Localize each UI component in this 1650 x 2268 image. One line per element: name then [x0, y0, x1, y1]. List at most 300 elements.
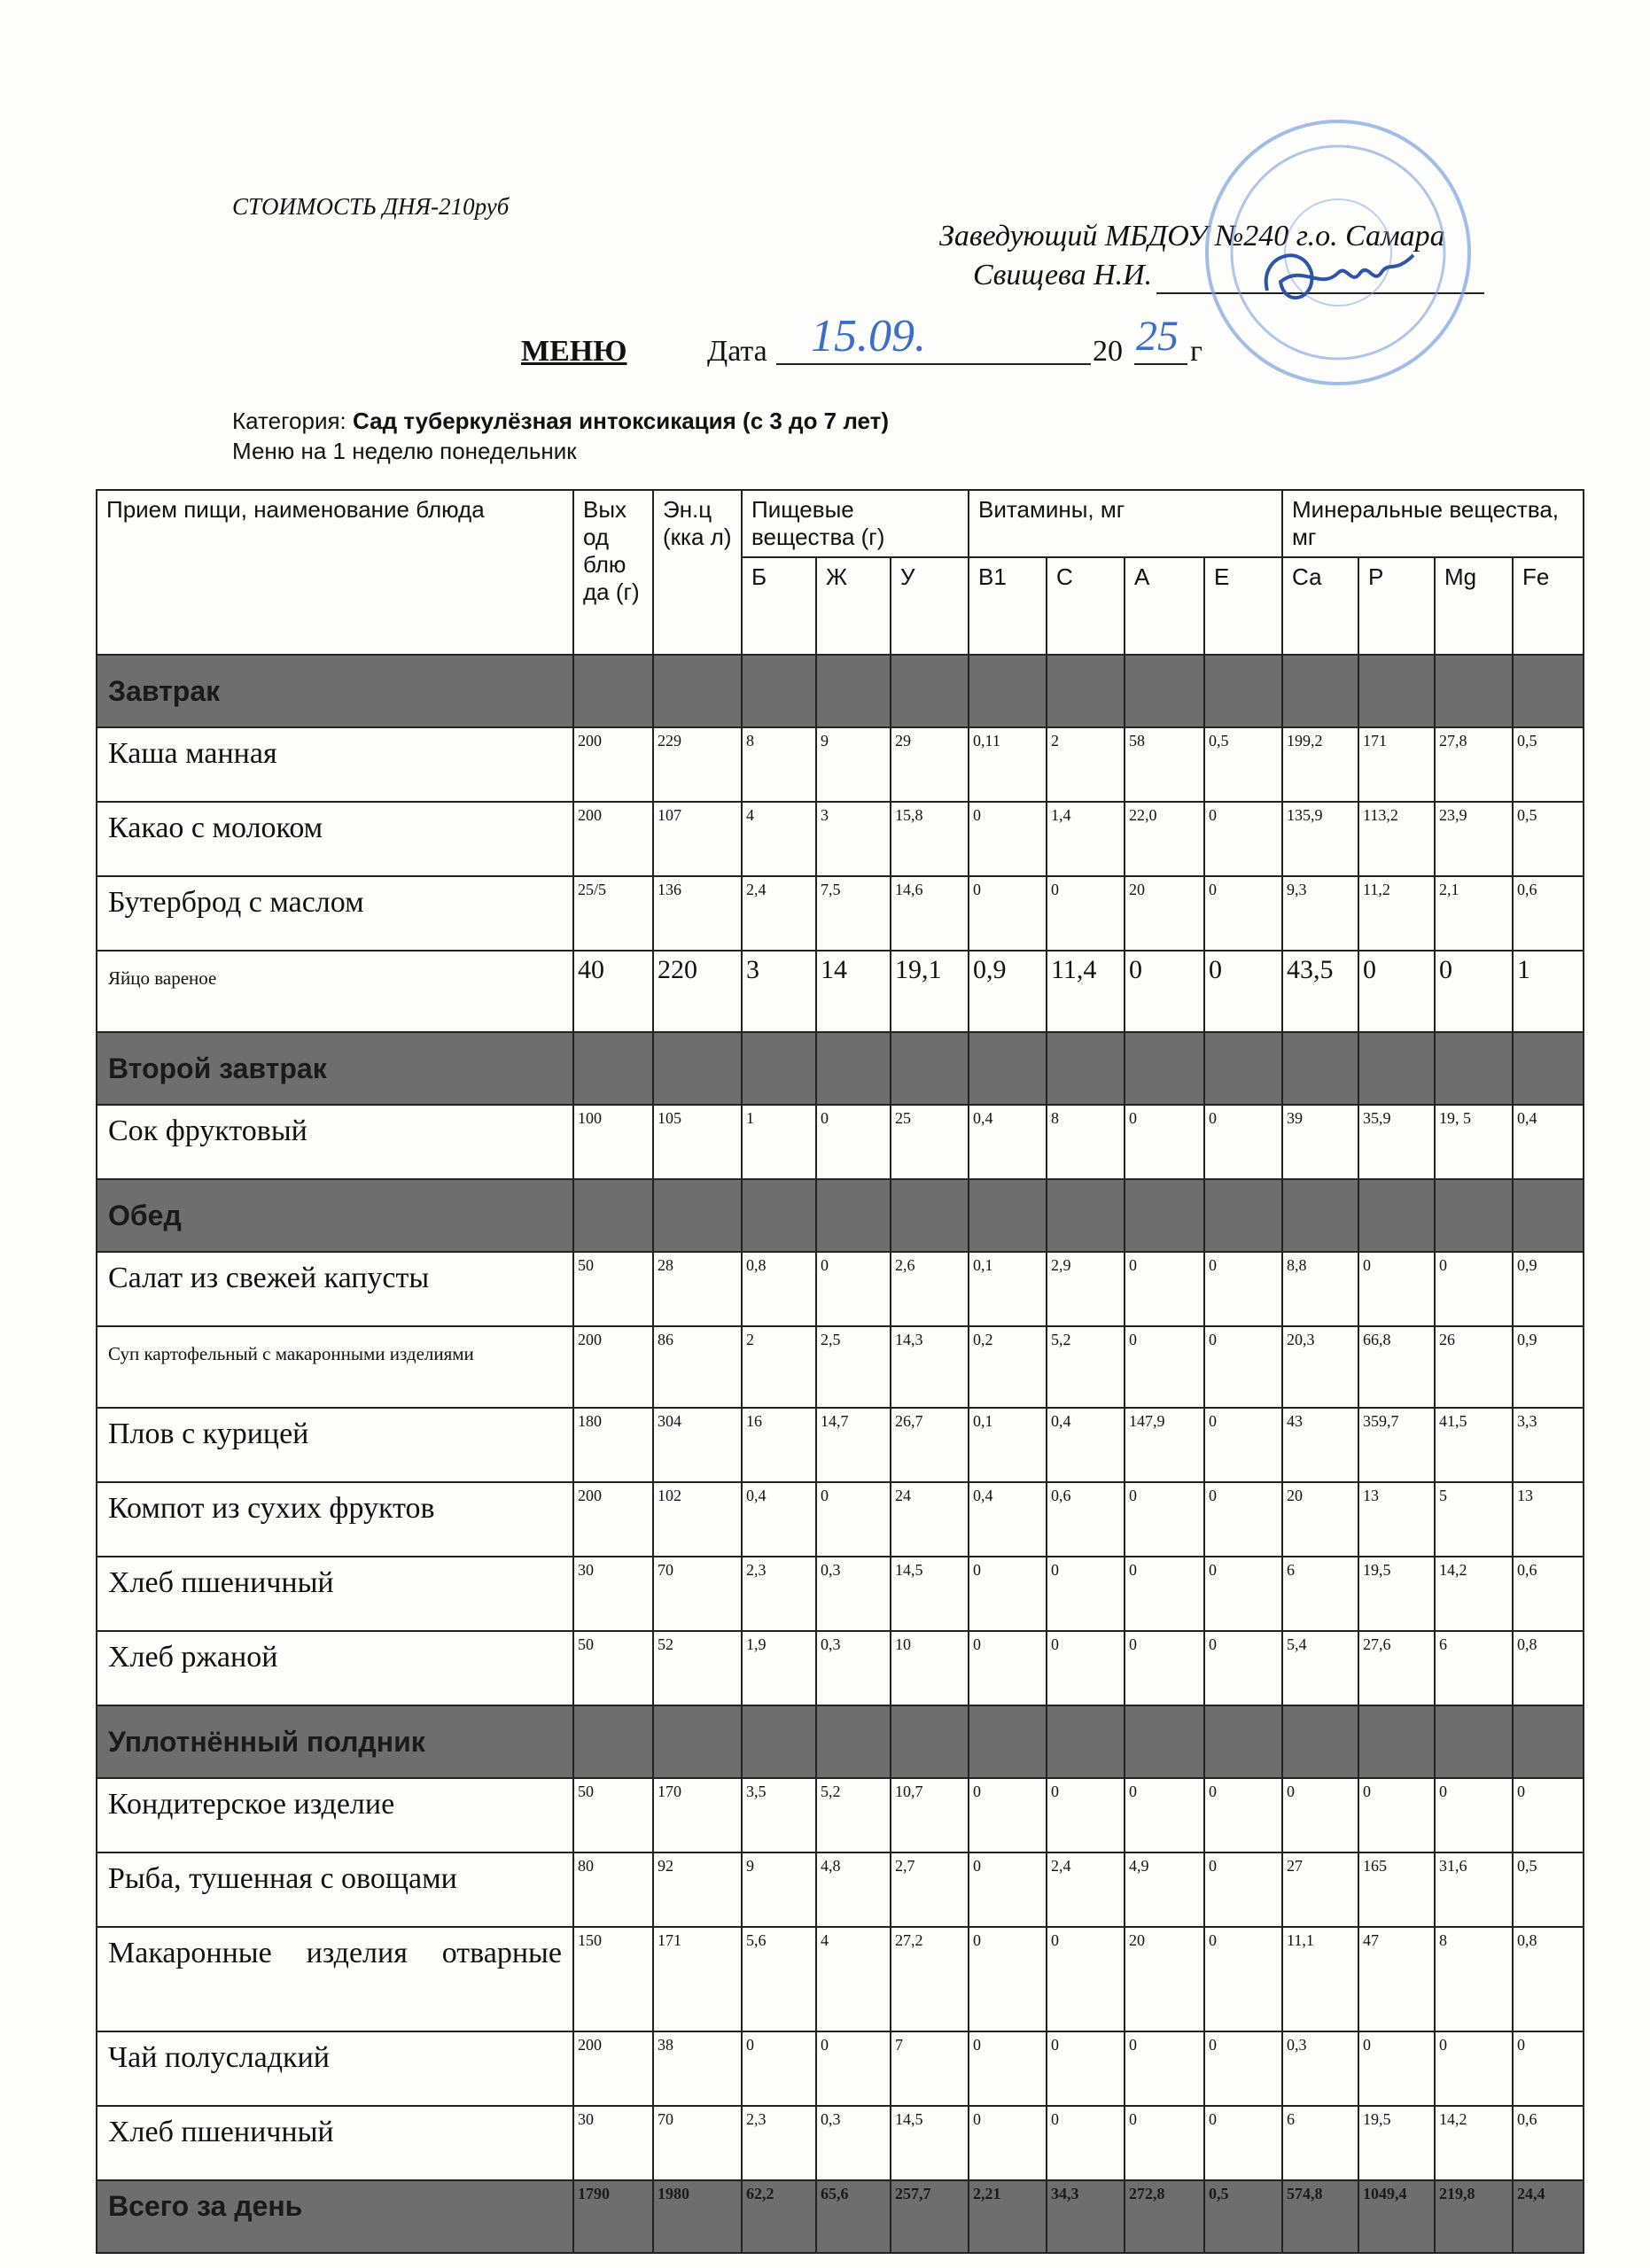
value-cell: 171 [653, 1927, 742, 2031]
section-empty-cell [1125, 655, 1204, 727]
section-title: Обед [97, 1179, 573, 1252]
value-cell: 27,2 [891, 1927, 969, 2031]
section-empty-cell [816, 1179, 891, 1252]
section-empty-cell [969, 1032, 1047, 1105]
value-cell: 14 [816, 951, 891, 1032]
dish-name: Чай полусладкий [97, 2031, 573, 2106]
dish-name: Какао с молоком [97, 802, 573, 876]
value-cell: 43 [1282, 1408, 1358, 1482]
subheader-cell: Б [742, 557, 816, 655]
section-empty-cell [1125, 1179, 1204, 1252]
subheader-cell: С [1047, 557, 1125, 655]
value-cell: 170 [653, 1778, 742, 1852]
value-cell: 0 [969, 1557, 1047, 1631]
section-empty-cell [816, 1032, 891, 1105]
value-cell: 0 [969, 1631, 1047, 1705]
value-cell: 5,6 [742, 1927, 816, 2031]
value-cell: 14,2 [1435, 1557, 1513, 1631]
section-title: Уплотнённый полдник [97, 1705, 573, 1778]
value-cell: 19, 5 [1435, 1105, 1513, 1179]
value-cell: 0 [969, 2031, 1047, 2106]
value-cell: 0 [816, 1482, 891, 1557]
section-empty-cell [1435, 1179, 1513, 1252]
value-cell: 10 [891, 1631, 969, 1705]
section-empty-cell [816, 1705, 891, 1778]
section-empty-cell [653, 1179, 742, 1252]
value-cell: 0,3 [1282, 2031, 1358, 2106]
value-cell: 2,6 [891, 1252, 969, 1326]
value-cell: 47 [1358, 1927, 1435, 2031]
value-cell: 0,9 [1513, 1252, 1584, 1326]
dish-name: Компот из сухих фруктов [97, 1482, 573, 1557]
value-cell: 0,1 [969, 1408, 1047, 1482]
section-empty-cell [1435, 655, 1513, 727]
value-cell: 0 [1047, 1778, 1125, 1852]
value-cell: 0,2 [969, 1326, 1047, 1408]
value-cell: 3 [816, 802, 891, 876]
value-cell: 0 [1047, 1557, 1125, 1631]
section-empty-cell [1435, 1032, 1513, 1105]
table-body [97, 655, 1584, 2253]
value-cell: 70 [653, 2106, 742, 2180]
value-cell: 107 [653, 802, 742, 876]
section-empty-cell [1358, 1705, 1435, 1778]
section-empty-cell [1513, 1179, 1584, 1252]
section-empty-cell [1282, 1705, 1358, 1778]
value-cell: 4 [816, 1927, 891, 2031]
section-empty-cell [1513, 1705, 1584, 1778]
value-cell: 0 [1125, 1778, 1204, 1852]
value-cell: 0,6 [1513, 2106, 1584, 2180]
value-cell: 0 [1125, 1482, 1204, 1557]
section-empty-cell [742, 655, 816, 727]
menu-table [96, 489, 1584, 2254]
value-cell: 26,7 [891, 1408, 969, 1482]
header-vitamins: Витамины, мг [969, 490, 1282, 557]
dish-name: Макаронные изделия отварные [97, 1927, 573, 2031]
value-cell: 0,3 [816, 1557, 891, 1631]
category-label: Категория: [232, 408, 346, 434]
year-suffix: г [1190, 335, 1202, 368]
director-title: Заведующий МБДОУ №240 г.о. Самара [939, 220, 1445, 252]
value-cell: 26 [1435, 1326, 1513, 1408]
table-row [97, 2031, 1584, 2106]
value-cell: 0,5 [1204, 727, 1282, 802]
value-cell: 0 [1047, 2031, 1125, 2106]
value-cell: 0 [1204, 1252, 1282, 1326]
section-empty-cell [742, 1032, 816, 1105]
total-value-cell: 24,4 [1513, 2180, 1584, 2253]
section-empty-cell [1125, 1032, 1204, 1105]
section-empty-cell [1513, 1032, 1584, 1105]
value-cell: 35,9 [1358, 1105, 1435, 1179]
section-empty-cell [1358, 1032, 1435, 1105]
dish-name: Бутерброд с маслом [97, 876, 573, 951]
value-cell: 0 [1358, 2031, 1435, 2106]
value-cell: 0,1 [969, 1252, 1047, 1326]
value-cell: 5 [1435, 1482, 1513, 1557]
table-row [97, 802, 1584, 876]
value-cell: 0 [1125, 1252, 1204, 1326]
section-empty-cell [1204, 1705, 1282, 1778]
table-row [97, 1326, 1584, 1408]
value-cell: 0,11 [969, 727, 1047, 802]
value-cell: 0,4 [1047, 1408, 1125, 1482]
date-line [776, 363, 1091, 365]
section-empty-cell [891, 1032, 969, 1105]
value-cell: 0 [1204, 2106, 1282, 2180]
value-cell: 0,4 [969, 1105, 1047, 1179]
total-value-cell: 1790 [573, 2180, 653, 2253]
header-dish: Прием пищи, наименование блюда [97, 490, 573, 655]
year-line [1134, 363, 1187, 365]
dish-name: Суп картофельный с макаронными изделиями [97, 1326, 573, 1408]
signer-name: Свищева Н.И. [973, 259, 1153, 291]
value-cell: 24 [891, 1482, 969, 1557]
date-label: Дата [707, 335, 767, 368]
value-cell: 200 [573, 802, 653, 876]
value-cell: 8 [1047, 1105, 1125, 1179]
value-cell: 0,5 [1513, 802, 1584, 876]
section-empty-cell [1047, 1032, 1125, 1105]
value-cell: 2,9 [1047, 1252, 1125, 1326]
value-cell: 2 [742, 1326, 816, 1408]
section-empty-cell [573, 1179, 653, 1252]
section-empty-cell [653, 1705, 742, 1778]
table-row [97, 1852, 1584, 1927]
value-cell: 22,0 [1125, 802, 1204, 876]
value-cell: 229 [653, 727, 742, 802]
value-cell: 20,3 [1282, 1326, 1358, 1408]
value-cell: 2,3 [742, 1557, 816, 1631]
dish-name: Яйцо вареное [97, 951, 573, 1032]
value-cell: 0 [1435, 2031, 1513, 2106]
dish-name: Салат из свежей капусты [97, 1252, 573, 1326]
value-cell: 31,6 [1435, 1852, 1513, 1927]
value-cell: 66,8 [1358, 1326, 1435, 1408]
value-cell: 113,2 [1358, 802, 1435, 876]
value-cell: 15,8 [891, 802, 969, 876]
value-cell: 2,1 [1435, 876, 1513, 951]
value-cell: 200 [573, 1482, 653, 1557]
value-cell: 0 [742, 2031, 816, 2106]
value-cell: 180 [573, 1408, 653, 1482]
total-value-cell: 2,21 [969, 2180, 1047, 2253]
value-cell: 9,3 [1282, 876, 1358, 951]
category-line [232, 408, 889, 435]
total-value-cell: 574,8 [1282, 2180, 1358, 2253]
table-row [97, 1778, 1584, 1852]
year-prefix: 20 [1093, 335, 1123, 368]
value-cell: 0 [816, 2031, 891, 2106]
table-header-row [97, 490, 1584, 557]
total-row [97, 2180, 1584, 2253]
section-empty-cell [1358, 655, 1435, 727]
header-energy: Эн.ц (кка л) [653, 490, 742, 655]
value-cell: 1,9 [742, 1631, 816, 1705]
subheader-cell: Mg [1435, 557, 1513, 655]
value-cell: 9 [742, 1852, 816, 1927]
value-cell: 0 [1204, 1482, 1282, 1557]
dish-name: Кондитерское изделие [97, 1778, 573, 1852]
subheader-cell: У [891, 557, 969, 655]
section-empty-cell [1204, 1179, 1282, 1252]
table-row [97, 876, 1584, 951]
section-empty-cell [969, 1179, 1047, 1252]
value-cell: 39 [1282, 1105, 1358, 1179]
total-value-cell: 62,2 [742, 2180, 816, 2253]
value-cell: 0 [1513, 1778, 1584, 1852]
value-cell: 0 [1204, 1852, 1282, 1927]
value-cell: 1 [1513, 951, 1584, 1032]
value-cell: 0 [969, 1778, 1047, 1852]
value-cell: 100 [573, 1105, 653, 1179]
value-cell: 11,4 [1047, 951, 1125, 1032]
value-cell: 2 [1047, 727, 1125, 802]
value-cell: 0 [1358, 951, 1435, 1032]
value-cell: 105 [653, 1105, 742, 1179]
table-row [97, 1631, 1584, 1705]
value-cell: 0 [1435, 1252, 1513, 1326]
value-cell: 0,8 [1513, 1927, 1584, 2031]
value-cell: 43,5 [1282, 951, 1358, 1032]
section-title: Второй завтрак [97, 1032, 573, 1105]
value-cell: 0 [1047, 876, 1125, 951]
value-cell: 70 [653, 1557, 742, 1631]
value-cell: 8 [742, 727, 816, 802]
value-cell: 14,7 [816, 1408, 891, 1482]
value-cell: 2,4 [742, 876, 816, 951]
value-cell: 50 [573, 1252, 653, 1326]
subheader-cell: Р [1358, 557, 1435, 655]
value-cell: 8 [1435, 1927, 1513, 2031]
value-cell: 20 [1282, 1482, 1358, 1557]
value-cell: 30 [573, 2106, 653, 2180]
value-cell: 1 [742, 1105, 816, 1179]
value-cell: 0 [1125, 2106, 1204, 2180]
value-cell: 14,2 [1435, 2106, 1513, 2180]
value-cell: 0,6 [1513, 1557, 1584, 1631]
value-cell: 0,6 [1513, 876, 1584, 951]
week-line: Меню на 1 неделю понедельник [232, 438, 577, 464]
header-minerals: Минеральные вещества, мг [1282, 490, 1584, 557]
section-empty-cell [653, 655, 742, 727]
value-cell: 0 [1204, 1631, 1282, 1705]
value-cell: 2,4 [1047, 1852, 1125, 1927]
value-cell: 0 [1204, 1927, 1282, 2031]
value-cell: 150 [573, 1927, 653, 2031]
subheader-cell: Са [1282, 557, 1358, 655]
value-cell: 0 [969, 2106, 1047, 2180]
value-cell: 4,8 [816, 1852, 891, 1927]
menu-title: МЕНЮ [521, 335, 627, 368]
section-empty-cell [891, 1705, 969, 1778]
day-cost: СТОИМОСТЬ ДНЯ-210руб [232, 193, 510, 220]
value-cell: 136 [653, 876, 742, 951]
table-row [97, 1252, 1584, 1326]
value-cell: 0 [1125, 1631, 1204, 1705]
value-cell: 9 [816, 727, 891, 802]
value-cell: 6 [1435, 1631, 1513, 1705]
table-row [97, 1408, 1584, 1482]
value-cell: 0,9 [969, 951, 1047, 1032]
value-cell: 0 [1204, 802, 1282, 876]
total-value-cell: 272,8 [1125, 2180, 1204, 2253]
value-cell: 0 [1435, 1778, 1513, 1852]
total-value-cell: 257,7 [891, 2180, 969, 2253]
section-empty-cell [1047, 1705, 1125, 1778]
subheader-cell: Ж [816, 557, 891, 655]
value-cell: 6 [1282, 1557, 1358, 1631]
section-empty-cell [1435, 1705, 1513, 1778]
value-cell: 30 [573, 1557, 653, 1631]
value-cell: 0 [1204, 876, 1282, 951]
value-cell: 0,4 [1513, 1105, 1584, 1179]
value-cell: 0 [1204, 951, 1282, 1032]
value-cell: 0 [816, 1105, 891, 1179]
value-cell: 52 [653, 1631, 742, 1705]
subheader-cell: А [1125, 557, 1204, 655]
value-cell: 41,5 [1435, 1408, 1513, 1482]
year-value: 25 [1136, 313, 1179, 360]
value-cell: 0 [1125, 2031, 1204, 2106]
value-cell: 5,2 [1047, 1326, 1125, 1408]
section-empty-cell [969, 655, 1047, 727]
total-value-cell: 1980 [653, 2180, 742, 2253]
section-row [97, 1032, 1584, 1105]
value-cell: 0,9 [1513, 1326, 1584, 1408]
total-value-cell: 65,6 [816, 2180, 891, 2253]
value-cell: 13 [1513, 1482, 1584, 1557]
section-empty-cell [1204, 1032, 1282, 1105]
value-cell: 0,3 [816, 1631, 891, 1705]
table-row [97, 727, 1584, 802]
value-cell: 102 [653, 1482, 742, 1557]
table-row [97, 1105, 1584, 1179]
section-row [97, 1179, 1584, 1252]
section-empty-cell [1282, 1179, 1358, 1252]
section-empty-cell [1358, 1179, 1435, 1252]
value-cell: 0 [1125, 1326, 1204, 1408]
value-cell: 27,8 [1435, 727, 1513, 802]
value-cell: 0 [1125, 951, 1204, 1032]
section-title: Завтрак [97, 655, 573, 727]
dish-name: Сок фруктовый [97, 1105, 573, 1179]
value-cell: 165 [1358, 1852, 1435, 1927]
value-cell: 200 [573, 727, 653, 802]
header-nutrients: Пищевые вещества (г) [742, 490, 969, 557]
value-cell: 135,9 [1282, 802, 1358, 876]
section-empty-cell [1125, 1705, 1204, 1778]
table-row [97, 951, 1584, 1032]
value-cell: 0 [969, 802, 1047, 876]
section-row [97, 1705, 1584, 1778]
total-value-cell: 0,5 [1204, 2180, 1282, 2253]
value-cell: 0 [1125, 1557, 1204, 1631]
value-cell: 16 [742, 1408, 816, 1482]
value-cell: 14,6 [891, 876, 969, 951]
value-cell: 0 [1204, 1557, 1282, 1631]
value-cell: 8,8 [1282, 1252, 1358, 1326]
value-cell: 10,7 [891, 1778, 969, 1852]
value-cell: 40 [573, 951, 653, 1032]
handwritten-signature [1249, 237, 1418, 317]
value-cell: 4 [742, 802, 816, 876]
value-cell: 29 [891, 727, 969, 802]
value-cell: 5,4 [1282, 1631, 1358, 1705]
value-cell: 2,5 [816, 1326, 891, 1408]
value-cell: 0 [1204, 1105, 1282, 1179]
value-cell: 0 [1435, 951, 1513, 1032]
section-empty-cell [891, 1179, 969, 1252]
value-cell: 25 [891, 1105, 969, 1179]
value-cell: 147,9 [1125, 1408, 1204, 1482]
value-cell: 27 [1282, 1852, 1358, 1927]
value-cell: 0 [1047, 2106, 1125, 2180]
section-empty-cell [1204, 655, 1282, 727]
value-cell: 3,3 [1513, 1408, 1584, 1482]
value-cell: 80 [573, 1852, 653, 1927]
section-empty-cell [816, 655, 891, 727]
value-cell: 7 [891, 2031, 969, 2106]
value-cell: 0 [1047, 1927, 1125, 2031]
value-cell: 0 [1204, 1408, 1282, 1482]
value-cell: 0,4 [969, 1482, 1047, 1557]
value-cell: 0 [969, 1852, 1047, 1927]
value-cell: 1,4 [1047, 802, 1125, 876]
value-cell: 38 [653, 2031, 742, 2106]
value-cell: 0 [1125, 1105, 1204, 1179]
total-value-cell: 219,8 [1435, 2180, 1513, 2253]
section-empty-cell [573, 1032, 653, 1105]
dish-name: Плов с курицей [97, 1408, 573, 1482]
value-cell: 25/5 [573, 876, 653, 951]
value-cell: 23,9 [1435, 802, 1513, 876]
header-yield: Вых од блю да (г) [573, 490, 653, 655]
section-empty-cell [653, 1032, 742, 1105]
value-cell: 50 [573, 1778, 653, 1852]
value-cell: 3 [742, 951, 816, 1032]
value-cell: 199,2 [1282, 727, 1358, 802]
value-cell: 0 [1282, 1778, 1358, 1852]
value-cell: 2,3 [742, 2106, 816, 2180]
value-cell: 0 [1513, 2031, 1584, 2106]
value-cell: 0,4 [742, 1482, 816, 1557]
subheader-cell: Е [1204, 557, 1282, 655]
value-cell: 19,1 [891, 951, 969, 1032]
section-empty-cell [1047, 1179, 1125, 1252]
section-empty-cell [1282, 1032, 1358, 1105]
value-cell: 14,5 [891, 2106, 969, 2180]
value-cell: 2,7 [891, 1852, 969, 1927]
section-row [97, 655, 1584, 727]
value-cell: 220 [653, 951, 742, 1032]
value-cell: 0 [969, 876, 1047, 951]
table-row [97, 2106, 1584, 2180]
value-cell: 0,5 [1513, 1852, 1584, 1927]
value-cell: 50 [573, 1631, 653, 1705]
value-cell: 200 [573, 2031, 653, 2106]
total-label: Всего за день [97, 2180, 573, 2253]
section-empty-cell [1282, 655, 1358, 727]
value-cell: 0 [816, 1252, 891, 1326]
value-cell: 27,6 [1358, 1631, 1435, 1705]
section-empty-cell [1047, 655, 1125, 727]
value-cell: 6 [1282, 2106, 1358, 2180]
value-cell: 20 [1125, 876, 1204, 951]
value-cell: 0 [969, 1927, 1047, 2031]
value-cell: 3,5 [742, 1778, 816, 1852]
